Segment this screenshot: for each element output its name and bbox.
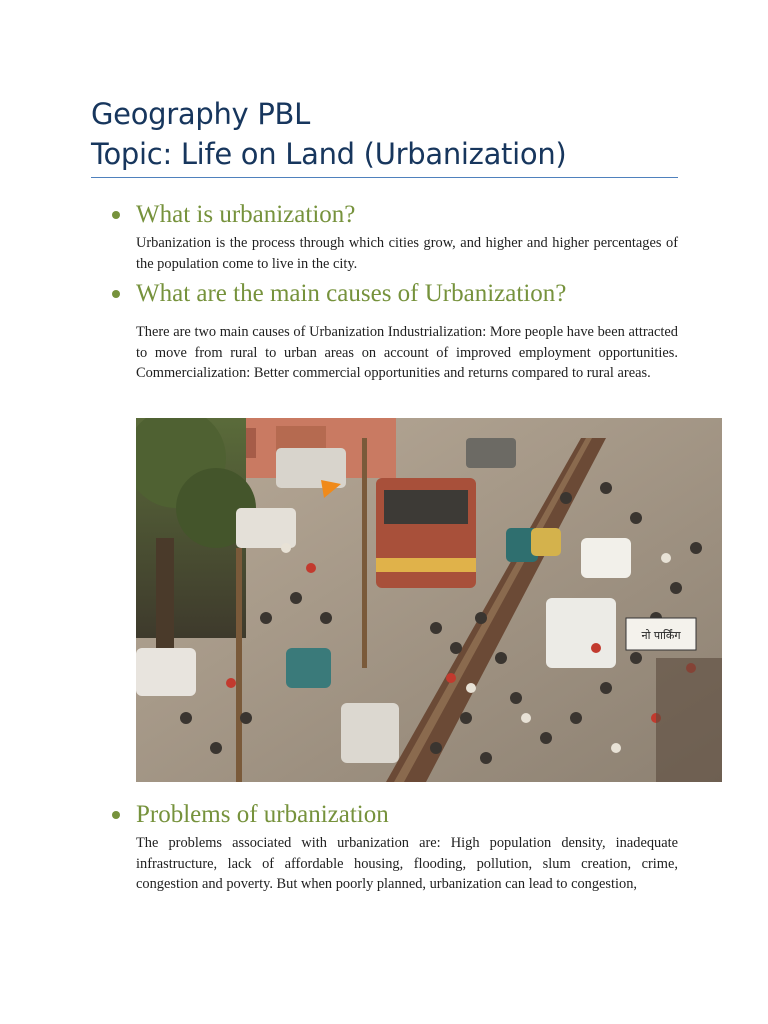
section-heading [112,200,678,230]
section-causes [112,279,678,384]
no-parking-sign: नो पार्किंग [641,629,681,642]
document-title [91,94,677,174]
section-what-is-urbanization [112,200,678,274]
section-paragraph: The problems associated with urbanization are: High population density, inadequate infrastructure, lack of affordable housing, flooding, pollution, slum creation, crime, congestion and poverty. But when poorly planned, urbanization can lead to congestion, [136,835,678,892]
section-problems [112,800,678,895]
heading-text: Problems of urbanization [136,801,389,828]
urban-traffic-photo [136,418,722,782]
title-underline [91,177,678,178]
bullet-icon [112,290,120,298]
title-line-1: Geography PBL [91,97,310,131]
section-paragraph: Urbanization is the process through which cities grow, and higher and higher percentages of the population come to live in the city. [136,235,678,272]
bullet-icon [112,811,120,819]
bullet-icon [112,211,120,219]
section-heading [112,800,678,830]
section-paragraph: There are two main causes of Urbanization Industrialization: More people have been attracted to move from rural to urban areas on account of improved employment opportunities. Commercialization: Better commercial opportunities and returns compared to rural areas. [136,324,678,381]
section-heading [112,279,678,309]
heading-text: What is urbanization? [136,201,356,228]
heading-text: What are the main causes of Urbanization? [136,280,567,307]
title-line-2: Topic: Life on Land (Urbanization) [91,137,567,171]
